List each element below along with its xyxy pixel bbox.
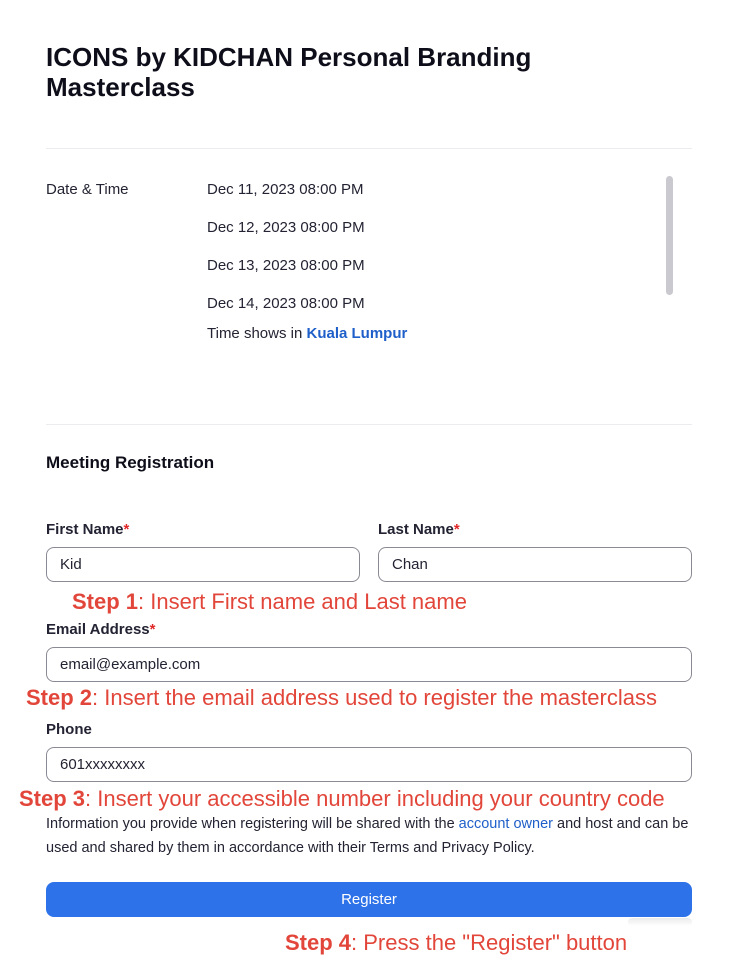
last-name-label-text: Last Name	[378, 521, 454, 538]
step1-number: Step 1	[72, 589, 139, 614]
first-name-label	[46, 521, 129, 538]
first-name-label-text: First Name	[46, 521, 124, 538]
email-input[interactable]	[46, 647, 692, 682]
phone-label	[46, 721, 92, 738]
page-title: ICONS by KIDCHAN Personal Branding Masterclass	[46, 42, 532, 102]
date-list-scrollbar[interactable]	[666, 176, 673, 295]
step3-text: : Insert your accessible number including your country code	[85, 786, 665, 811]
date-item: Dec 13, 2023 08:00 PM	[207, 257, 365, 274]
step1-annotation	[72, 589, 467, 615]
step3-annotation	[19, 786, 665, 812]
step2-number: Step 2	[26, 685, 93, 710]
phone-input[interactable]	[46, 747, 692, 782]
step4-annotation	[285, 930, 627, 956]
last-name-label	[378, 521, 460, 538]
first-name-input[interactable]	[46, 547, 360, 582]
register-button[interactable]: Register	[46, 882, 692, 917]
date-item: Dec 14, 2023 08:00 PM	[207, 295, 365, 312]
account-owner-link[interactable]: account owner	[458, 816, 553, 832]
email-label-text: Email Address	[46, 621, 150, 638]
timezone-link[interactable]: Kuala Lumpur	[306, 325, 408, 342]
step1-text: : Insert First name and Last name	[138, 589, 467, 614]
info-text-part2: and host and can be used and shared by them in accordance with their Terms and Privacy Policy.	[46, 816, 689, 856]
info-text-part1: Information you provide when registering will be shared with the	[46, 816, 459, 832]
required-mark: *	[123, 521, 130, 538]
date-list	[207, 181, 647, 333]
date-item: Dec 12, 2023 08:00 PM	[207, 219, 365, 236]
timezone-prefix: Time shows in	[207, 325, 307, 342]
date-item: Dec 11, 2023 08:00 PM	[207, 181, 364, 198]
step4-text: : Press the "Register" button	[351, 930, 628, 955]
step3-number: Step 3	[19, 786, 86, 811]
required-mark: *	[453, 521, 460, 538]
required-mark: *	[149, 621, 156, 638]
email-label	[46, 621, 156, 638]
button-shadow	[628, 918, 692, 926]
last-name-input[interactable]	[378, 547, 692, 582]
top-divider	[46, 148, 692, 149]
step4-number: Step 4	[285, 930, 352, 955]
section-divider	[46, 424, 692, 425]
phone-label-text: Phone	[46, 721, 92, 738]
step2-text: : Insert the email address used to register the masterclass	[92, 685, 657, 710]
date-time-label: Date & Time	[46, 181, 129, 198]
timezone-note	[207, 325, 407, 342]
step2-annotation	[26, 685, 657, 711]
privacy-info-text	[46, 812, 696, 860]
registration-heading: Meeting Registration	[46, 453, 215, 472]
